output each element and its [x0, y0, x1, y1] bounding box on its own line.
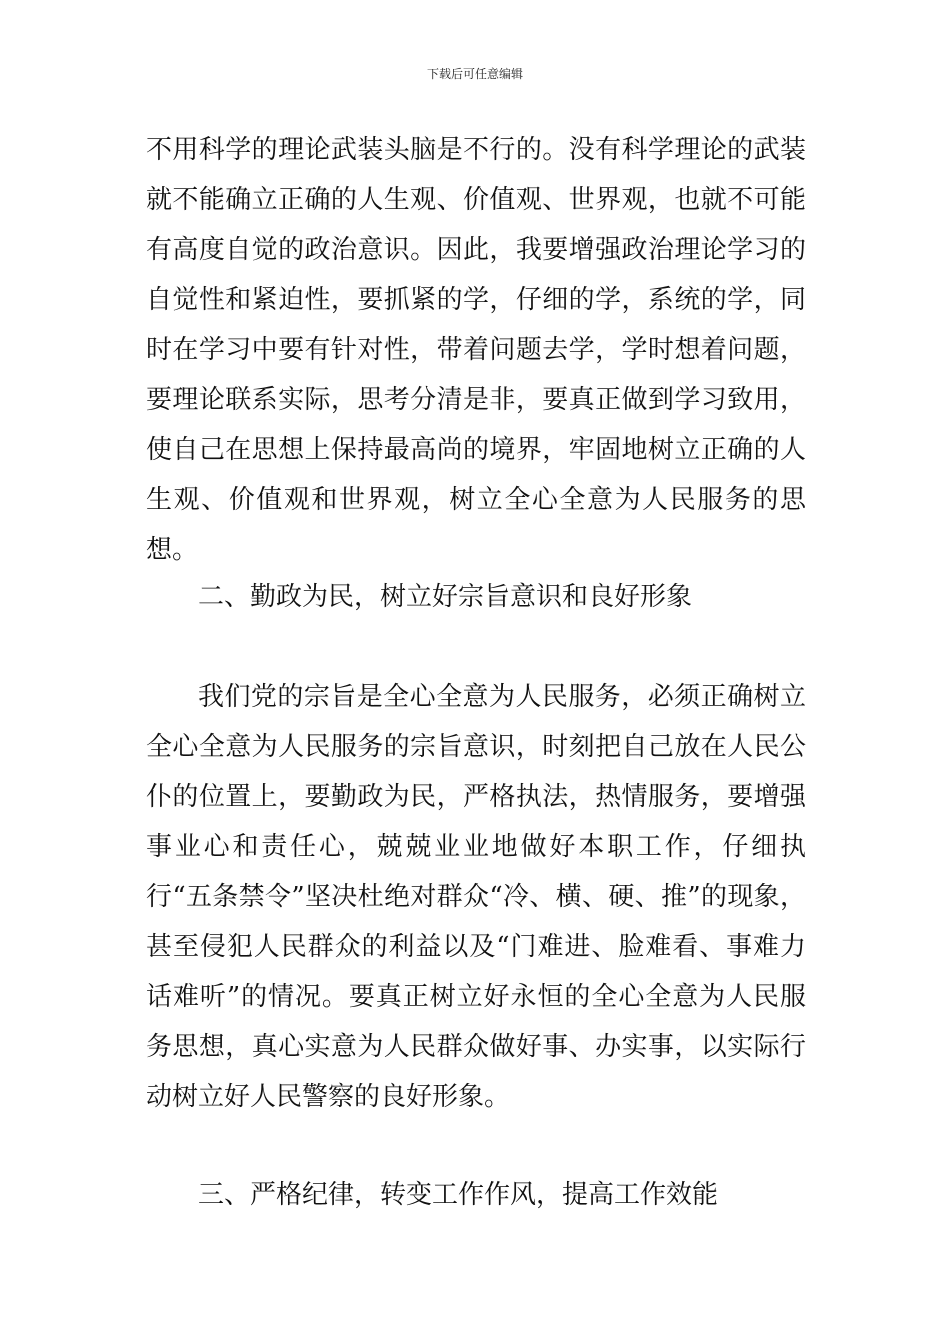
paragraph-theory-study: 不用科学的理论武装头脑是不行的。没有科学理论的武装就不能确立正确的人生观、价值观、世界观，也就不可能有高度自觉的政治意识。因此，我要增强政治理论学习的自觉性和紧迫性，要抓紧的学，仔细的学，系统的学，同时在学习中要有针对性，带着问题去学，学时想着问题，要理论联系实际，思考分清是非，要真正做到学习致用，使自己在思想上保持最高尚的境界，牢固地树立正确的人生观、价值观和世界观，树立全心全意为人民服务的思想。 — [146, 135, 806, 565]
section-heading-2: 二、勤政为民，树立好宗旨意识和良好形象 — [198, 582, 693, 612]
page-header: 下载后可任意编辑 — [426, 67, 523, 81]
paragraph-serve-people: 我们党的宗旨是全心全意为人民服务，必须正确树立全心全意为人民服务的宗旨意识，时刻把自己放在人民公仆的位置上，要勤政为民，严格执法，热情服务，要增强事业心和责任心，兢兢业业地做好本职工作，仔细执行“五条禁令”坚决杜绝对群众“冷、横、硬、推”的现象，甚至侵犯人民群众的利益以及“门难进、脸难看、事难力话难听”的情况。要真正树立好永恒的全心全意为人民服务思想，真心实意为人民群众做好事、办实事，以实际行动树立好人民警察的良好形象。 — [146, 682, 806, 1112]
section-heading-3: 三、严格纪律，转变工作作风，提高工作效能 — [198, 1180, 719, 1210]
